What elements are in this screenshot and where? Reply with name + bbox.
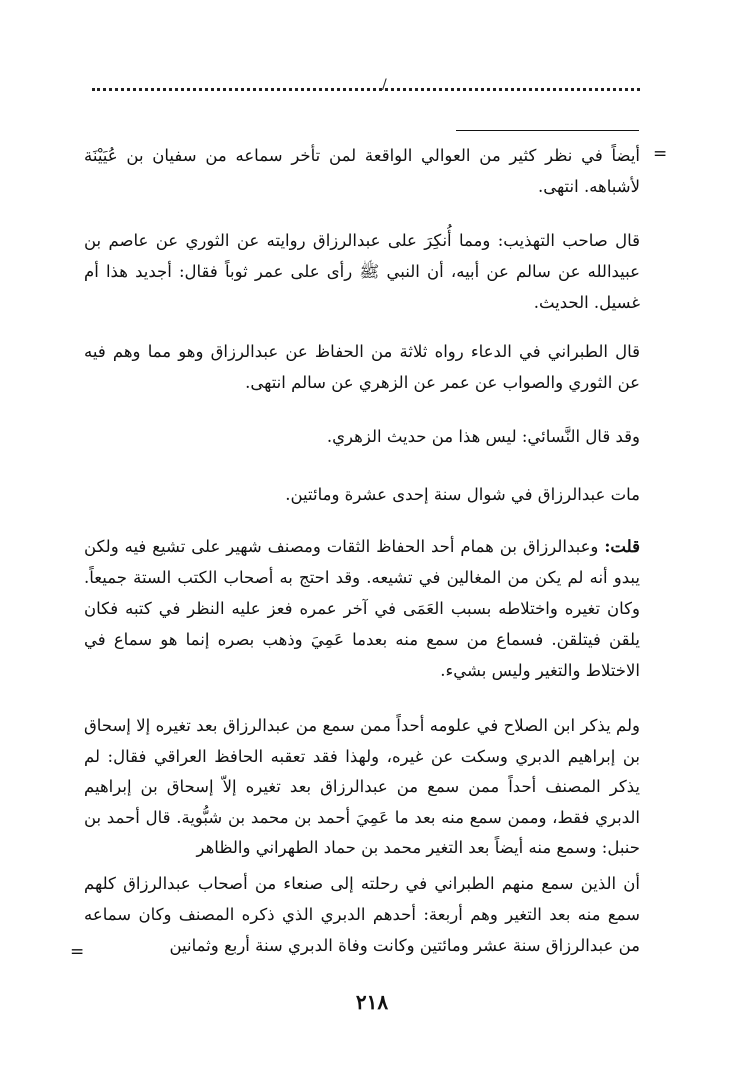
- paragraph-lead-word: قلت:: [604, 537, 640, 556]
- header-dotted-rule: [92, 88, 640, 91]
- paragraph-author-note: [84, 531, 640, 686]
- paragraph-nasai: وقد قال النَّسائي: ليس هذا من حديث الزهري.: [326, 427, 640, 446]
- footnote-continuation-mark: =: [653, 144, 668, 164]
- footnote-continuation-text: أيضاً في نظر كثير من العوالي الواقعة لمن تأخر سماعه من سفيان بن عُيَيْنَة لأشباهه. انتهى.: [84, 146, 640, 196]
- paragraph-death-date: مات عبدالرزاق في شوال سنة إحدى عشرة ومائتين.: [285, 485, 640, 504]
- paragraph-tabarani-students: أن الذين سمع منهم الطبراني في رحلته إلى صنعاء من أصحاب عبدالرزاق كلهم سمع منه بعد التغير وهم أربعة: أحدهم الدبري الذي ذكره المصنف وكان سماعه من عبدالرزاق سنة عشر ومائتين وكانت وفاة الدبري سنة أربع وثمانين: [84, 874, 640, 955]
- footnote-separator-rule: [456, 130, 639, 131]
- paragraph-tabarani: قال الطبراني في الدعاء رواه ثلاثة من الحفاظ عن عبدالرزاق وهو مما وهم فيه عن الثوري والصواب عن عمر عن الزهري عن سالم انتهى.: [84, 342, 640, 392]
- page-number: ٢١٨: [355, 990, 389, 1014]
- paragraph-ibn-salah: ولم يذكر ابن الصلاح في علومه أحداً ممن سمع من عبدالرزاق بعد تغيره إلا إسحاق بن إبراهيم الدبري وسكت عن غيره، ولهذا فقد تعقبه الحافظ العراقي فقال: لم يذكر المصنف أحداً ممن سمع من عبدالرزاق بعد تغيره إلاّ إسحاق بن إبراهيم الدبري فقط، وممن سمع منه بعد ما عَمِيَ أحمد بن محمد بن شبُّوية. قال أحمد بن حنبل: وسمع منه أيضاً بعد التغير محمد بن حماد الطهراني والظاهر: [84, 716, 640, 857]
- paragraph-author-note-body: وعبدالرزاق بن همام أحد الحفاظ الثقات ومصنف شهير على تشيع فيه ولكن يبدو أنه لم يكن من المغالين في تشيعه. وقد احتج به أصحاب الكتب الستة جميعاً. وكان تغيره واختلاطه بسبب العَمَى في آخر عمره فعز عليه النظر في كتبه فكان يلقن فيتلقن. فسماع من سمع منه بعدما عَمِيَ وذهب بصره إنما هو سماع في الاختلاط والتغير وليس بشيء.: [84, 537, 640, 680]
- text-continuation-mark: =: [70, 942, 85, 962]
- header-slash-mark: /: [382, 77, 387, 93]
- paragraph-tahdhib: قال صاحب التهذيب: ومما أُنكِرَ على عبدالرزاق روايته عن الثوري عن عاصم بن عبيدالله عن سالم عن أبيه، أن النبي ﷺ رأى على عمر ثوباً فقال: أجديد هذا أم غسيل. الحديث.: [84, 231, 640, 312]
